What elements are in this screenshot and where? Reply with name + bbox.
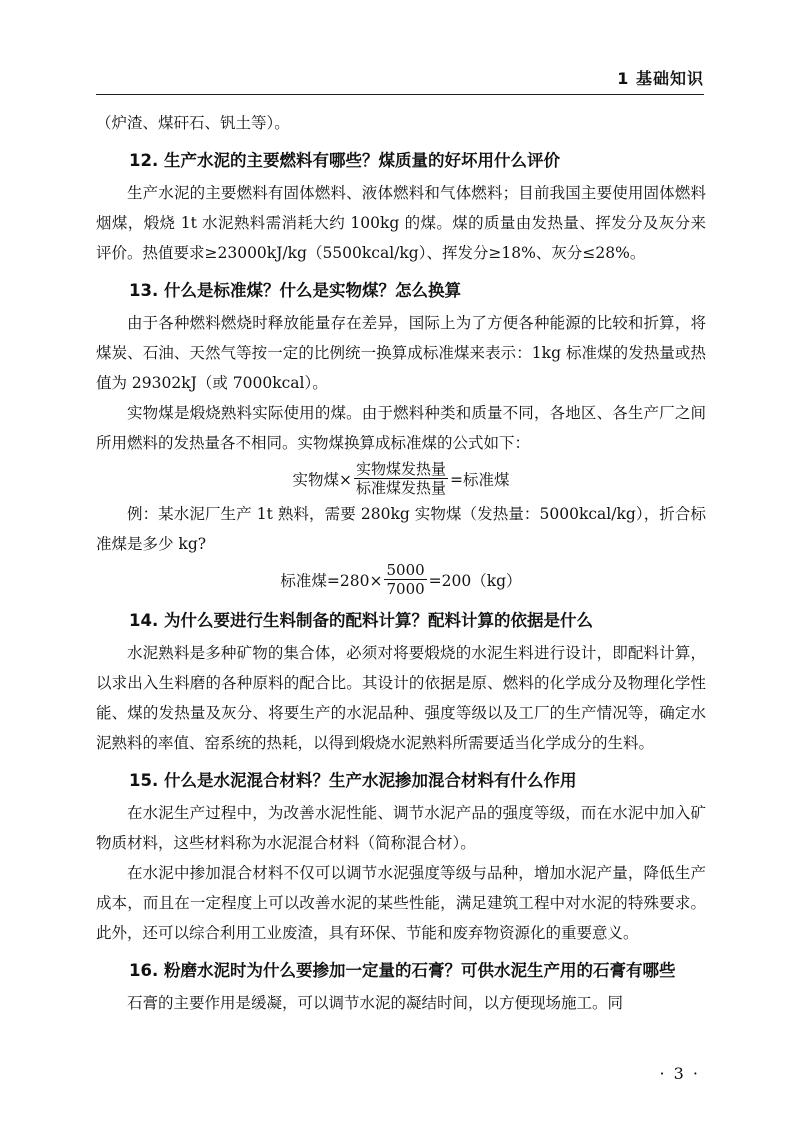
fraction-denominator: 7000 <box>386 580 425 598</box>
fraction-denominator: 标准煤发热量 <box>355 479 446 497</box>
chapter-title: 1 基础知识 <box>617 69 704 88</box>
paragraph: 生产水泥的主要燃料有固体燃料、液体燃料和气体燃料；目前我国主要使用固体燃料烟煤，煅烧 1t 水泥熟料需消耗大约 100kg 的煤。煤的质量由发热量、挥发分及灰分来评价。热值要求≥23000kJ/kg（5500kcal/kg）、挥发分≥18%、灰分≤28%。 <box>96 184 706 262</box>
paragraph: 例：某水泥厂生产 1t 熟料，需要 280kg 实物煤（发热量：5000kcal/kg），折合标准煤是多少 kg? <box>96 505 706 553</box>
paragraph: 石膏的主要作用是缓凝，可以调节水泥的凝结时间，以方便现场施工。同 <box>127 994 624 1012</box>
question-heading: 14. 为什么要进行生料制备的配料计算？配料计算的依据是什么 <box>129 611 593 630</box>
paragraph: 在水泥生产过程中，为改善水泥性能、调节水泥产品的强度等级，而在水泥中加入矿物质材料，这些材料称为水泥混合材料（简称混合材）。 <box>96 804 706 852</box>
formula-right: =200（kg） <box>428 571 522 590</box>
paragraph: 水泥熟料是多种矿物的集合体，必须对将要煅烧的水泥生料进行设计，即配料计算，以求出入生料磨的各种原料的配合比。其设计的依据是原、燃料的化学成分及物理化学性能、煤的发热量及灰分、将要生产的水泥品种、强度等级以及工厂的生产情况等，确定水泥熟料的率值、窑系统的热耗，以得到煅烧水泥熟料所需要适当化学成分的生料。 <box>96 644 706 752</box>
paragraph: 实物煤是煅烧熟料实际使用的煤。由于燃料种类和质量不同，各地区、各生产厂之间所用燃料的发热量各不相同。实物煤换算成标准煤的公式如下： <box>96 404 706 452</box>
formula-left: 实物煤× <box>292 470 352 489</box>
formula-fraction <box>384 561 426 598</box>
question-heading: 15. 什么是水泥混合材料？生产水泥掺加混合材料有什么作用 <box>129 771 577 790</box>
question-heading: 16. 粉磨水泥时为什么要掺加一定量的石膏？可供水泥生产用的石膏有哪些 <box>129 961 676 980</box>
fraction-numerator: 5000 <box>386 561 425 579</box>
conversion-formula <box>96 460 706 497</box>
formula-left: 标准煤=280× <box>280 571 383 590</box>
formula-fraction <box>354 460 448 497</box>
paragraph: （炉渣、煤矸石、钒土等）。 <box>96 114 290 132</box>
question-heading: 12. 生产水泥的主要燃料有哪些？煤质量的好坏用什么评价 <box>129 151 560 170</box>
example-formula <box>96 561 706 598</box>
running-header <box>96 60 704 95</box>
page-number: · 3 · <box>659 1064 700 1083</box>
question-heading: 13. 什么是标准煤？什么是实物煤？怎么换算 <box>129 281 461 300</box>
paragraph: 在水泥中掺加混合材料不仅可以调节水泥强度等级与品种，增加水泥产量，降低生产成本，而且在一定程度上可以改善水泥的某些性能，满足建筑工程中对水泥的特殊要求。此外，还可以综合利用工业废渣，具有环保、节能和废弃物资源化的重要意义。 <box>96 864 706 942</box>
paragraph: 由于各种燃料燃烧时释放能量存在差异，国际上为了方便各种能源的比较和折算，将煤炭、石油、天然气等按一定的比例统一换算成标准煤来表示：1kg 标准煤的发热量或热值为 29302kJ（或 7000kcal）。 <box>96 314 706 392</box>
page-body <box>96 108 706 1018</box>
formula-right: =标准煤 <box>450 470 510 489</box>
fraction-numerator: 实物煤发热量 <box>355 460 446 478</box>
